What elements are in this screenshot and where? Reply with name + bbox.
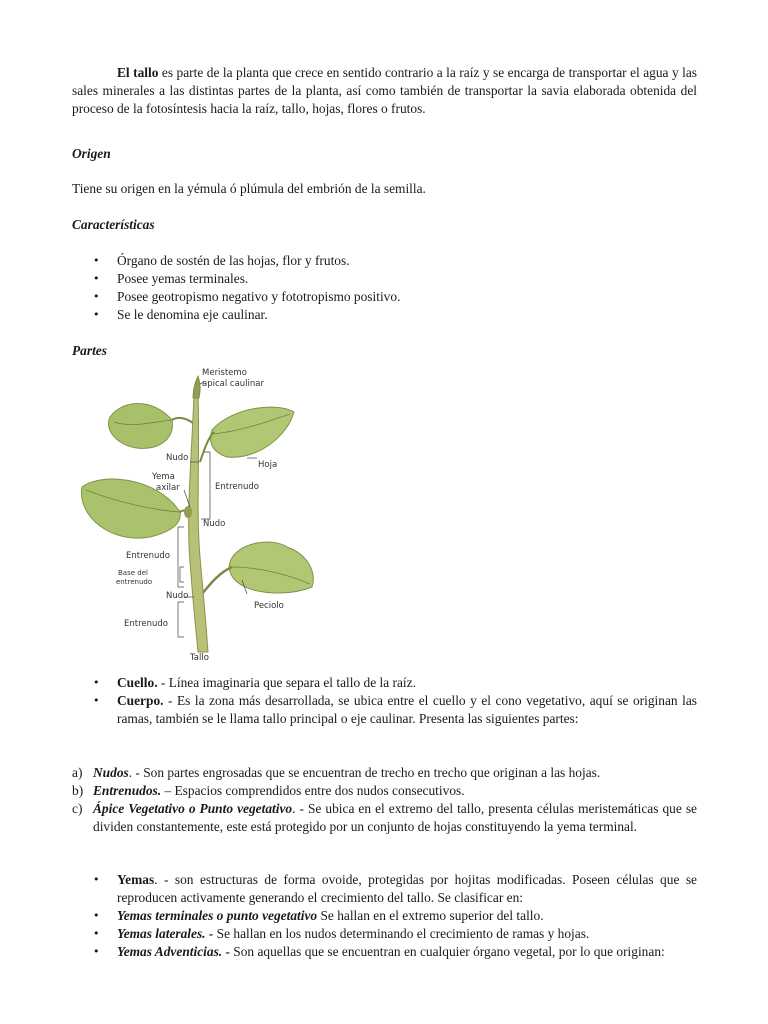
intro-paragraph [72,64,697,118]
list-item [72,692,697,728]
text-yemas-terminales: Se hallan en el extremo superior del tallo. [317,908,544,923]
list-item: • Posee yemas terminales. [72,270,697,288]
list-item: • Posee geotropismo negativo y fototropismo positivo. [72,288,697,306]
list-item [72,782,697,800]
text-apice: . - Se ubica en el extremo del tallo, presenta células meristemáticas que se dividen constantemente, este está protegido por un conjunto de hojas constituyendo la yema terminal. [93,801,697,834]
stem-diagram [72,362,332,667]
text-yemas-adventicias: Son aquellas que se encuentran en cualquier órgano vegetal, por lo que originan: [229,944,665,959]
label-base-1: Base del [118,569,148,577]
origen-heading: Origen [72,146,111,161]
label-apical: apical caulinar [202,379,264,389]
label-nudo-top: Nudo [166,453,189,463]
label-tallo: Tallo [190,653,209,663]
list-item [72,925,697,943]
term-entrenudos: Entrenudos. [93,783,162,798]
label-axilar: axilar [156,483,180,493]
marker-c: c) [72,801,83,816]
list-item [72,674,697,692]
term-nudos: Nudos [93,765,129,780]
label-entrenudo-right: Entrenudo [215,482,259,492]
term-cuerpo: Cuerpo. [117,693,164,708]
label-hoja: Hoja [258,460,278,470]
term-yemas-laterales: Yemas laterales. - [117,926,214,941]
label-meristemo: Meristemo [202,368,247,378]
leaf-top-right [211,407,294,457]
text-yemas: . - son estructuras de forma ovoide, protegidas por hojitas modificadas. Poseen células que se reproducen activamente generando el crecimiento del tallo. Se clasificar en: [117,872,697,905]
marker-a: a) [72,765,83,780]
text-cuello: - Línea imaginaria que separa el tallo de la raíz. [157,675,416,690]
label-nudo-mid: Nudo [203,519,226,529]
term-yemas-adventicias: Yemas Adventicias. - [117,944,230,959]
leaf-low-right [229,542,313,593]
intro-term: El tallo [117,65,159,80]
intro-text: es parte de la planta que crece en sentido contrario a la raíz y se encarga de transportar el agua y las sales minerales a las distintas partes de la planta, así como también de transportar la savia elaborada obtenida del proceso de la fotosíntesis hacia la raíz, tallo, hojas, flores o frutos. [72,65,697,116]
caracteristicas-list [72,252,697,324]
label-yema: Yema [152,472,175,482]
text-nudos: . - Son partes engrosadas que se encuentran de trecho en trecho que originan a las hojas. [128,765,601,780]
partes-heading: Partes [72,343,107,358]
text-cuerpo: - Es la zona más desarrollada, se ubica entre el cuello y el cono vegetativo, aquí se originan las ramas, también se le llama tallo principal o eje caulinar. Presenta las siguientes partes: [117,693,697,726]
label-base-2: entrenudo [116,578,153,586]
label-entrenudo-left: Entrenudo [126,551,170,561]
term-cuello: Cuello. [117,675,158,690]
list-item [72,764,697,782]
yemas-list [72,871,697,961]
list-item [72,943,697,961]
label-peciolo: Peciolo [254,601,284,611]
label-entrenudo-low: Entrenudo [124,619,168,629]
text-yemas-laterales: Se hallan en los nudos determinando el crecimiento de ramas y hojas. [213,926,590,941]
text-entrenudos: – Espacios comprendidos entre dos nudos consecutivos. [161,783,465,798]
origen-text: Tiene su origen en la yémula ó plúmula del embrión de la semilla. [72,181,426,196]
partes-list [72,674,697,728]
list-item [72,907,697,925]
term-apice: Ápice Vegetativo o Punto vegetativo [93,801,293,816]
list-item [72,800,697,836]
list-item: • Órgano de sostén de las hojas, flor y frutos. [72,252,697,270]
term-yemas: Yemas [117,872,155,887]
subpartes-list [72,764,697,836]
marker-b: b) [72,783,84,798]
leaf-top-left [108,404,172,449]
caracteristicas-heading: Características [72,217,155,232]
label-nudo-low: Nudo [166,591,189,601]
list-item: • Se le denomina eje caulinar. [72,306,697,324]
term-yemas-terminales: Yemas terminales o punto vegetativo [117,908,318,923]
list-item [72,871,697,907]
